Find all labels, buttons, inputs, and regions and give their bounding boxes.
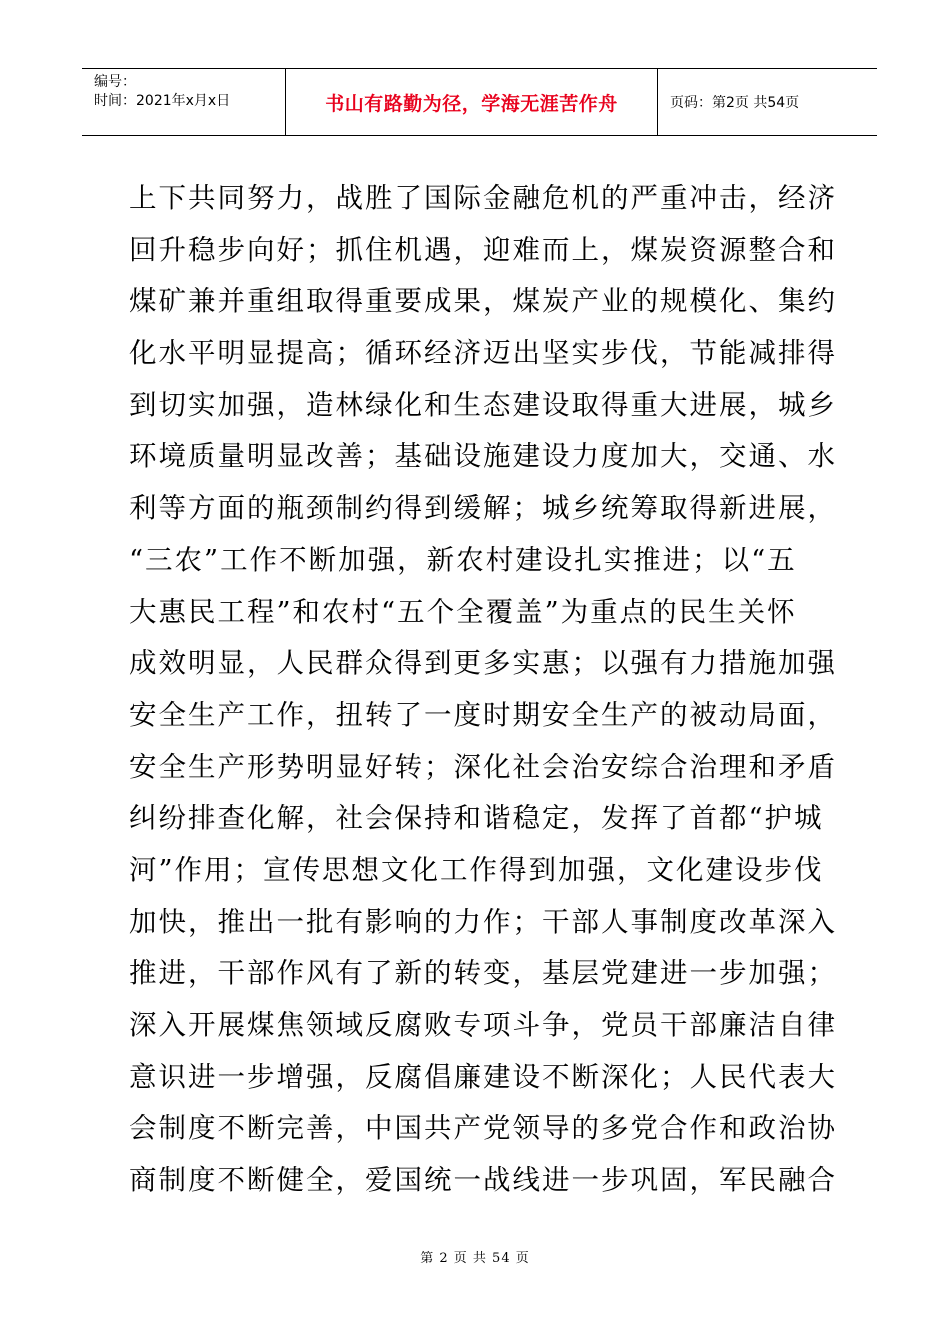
header-page-info: 页码：第2页 共54页 [670,95,800,111]
body-line: 大惠民工程”和农村“五个全覆盖”为重点的民生关怀 [129,595,797,628]
doc-number-label: 编号： [94,74,136,90]
body-line: 上下共同努力，战胜了国际金融危机的严重冲击，经济 [129,182,837,214]
body-line: 安全生产工作，扭转了一度时期安全生产的被动局面， [129,698,837,731]
body-line: 商制度不断健全，爱国统一战线进一步巩固，军民融合 [129,1164,837,1197]
body-line: 深入开展煤焦领域反腐败专项斗争，党员干部廉洁自律 [129,1009,837,1041]
body-line: 煤矿兼并重组取得重要成果，煤炭产业的规模化、集约 [129,285,837,318]
body-line: 安全生产形势明显好转；深化社会治安综合治理和矛盾 [129,750,837,783]
body-line: 纠纷排查化解，社会保持和谐稳定，发挥了首都“护城 [129,802,824,835]
body-line: “三农”工作不断加强，新农村建设扎实推进；以“五 [129,543,797,576]
body-line: 回升稳步向好；抓住机遇，迎难而上，煤炭资源整合和 [129,233,837,266]
body-line: 会制度不断完善，中国共产党领导的多党合作和政治协 [129,1112,837,1145]
body-line: 河”作用；宣传思想文化工作得到加强，文化建设步伐 [129,853,824,886]
body-line: 推进，干部作风有了新的转变，基层党建进一步加强； [129,957,837,990]
body-line: 化水平明显提高；循环经济迈出坚实步伐，节能减排得 [129,337,837,370]
page-header [82,68,877,136]
header-meta [82,69,286,135]
body-line: 环境质量明显改善；基础设施建设力度加大，交通、水 [129,440,837,473]
body-line: 成效明显，人民群众得到更多实惠；以强有力措施加强 [129,647,837,680]
body-line: 到切实加强，造林绿化和生态建设取得重大进展，城乡 [129,388,837,421]
doc-time: 时间：2021年x月x日 [94,93,231,109]
document-body [129,182,839,1216]
page-footer: 第 2 页 共 54 页 [420,1251,530,1266]
body-line: 加快，推出一批有影响的力作；干部人事制度改革深入 [129,905,837,938]
header-motto: 书山有路勤为径，学海无涯苦作舟 [286,69,658,135]
body-line: 利等方面的瓶颈制约得到缓解；城乡统筹取得新进展， [129,492,837,525]
body-line: 意识进一步增强，反腐倡廉建设不断深化；人民代表大 [129,1060,837,1093]
